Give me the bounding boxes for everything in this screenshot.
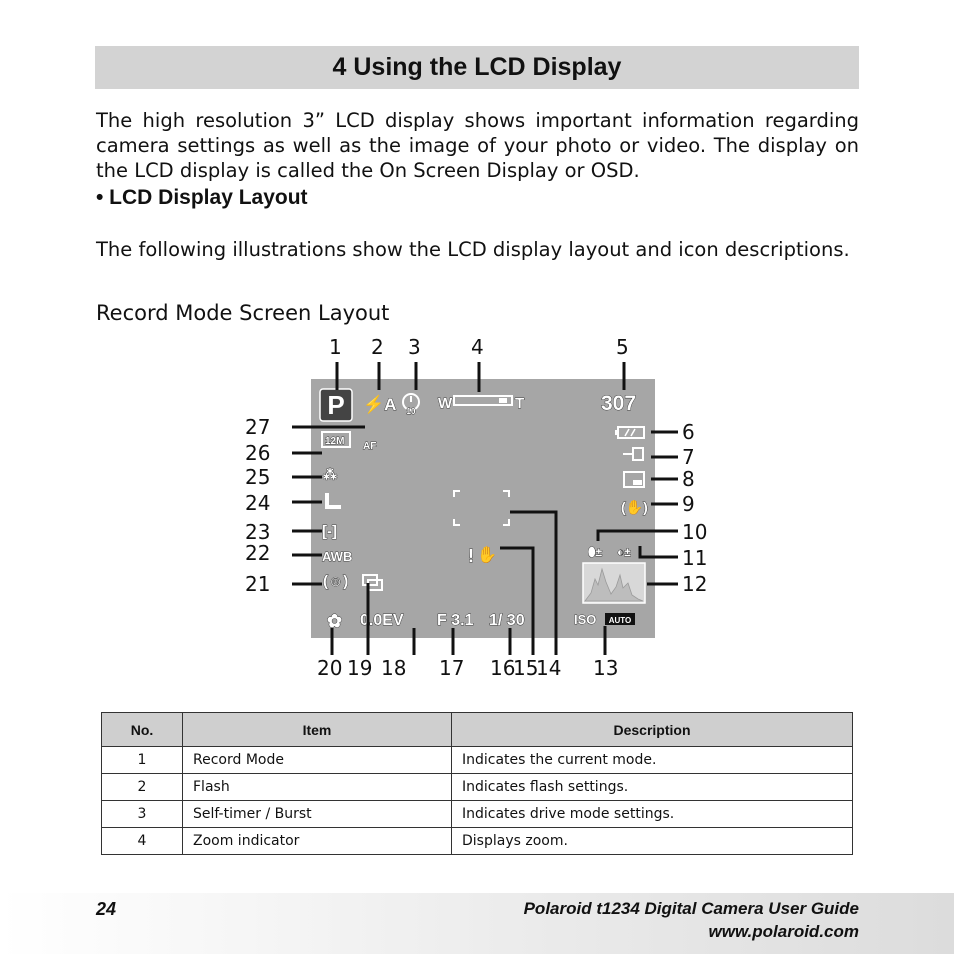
subheading: Record Mode Screen Layout — [96, 301, 390, 325]
row-item: Record Mode — [183, 747, 452, 774]
table-row — [102, 747, 853, 774]
intro-paragraph: The high resolution 3” LCD display shows important information regarding camera settings as well as the image of your photo or video. The display on the LCD display is called the On Screen Display or OSD. — [96, 109, 859, 182]
table-row — [102, 774, 853, 801]
callout-number: 11 — [682, 546, 708, 570]
callout-number: 22 — [245, 541, 271, 565]
description-table — [101, 712, 853, 855]
website-link[interactable]: www.polaroid.com — [708, 922, 859, 941]
callout-number: 8 — [682, 467, 695, 491]
svg-text:T: T — [515, 395, 525, 412]
row-description: Indicates drive mode settings. — [452, 801, 853, 828]
column-header: Description — [452, 713, 853, 747]
callout-number: 7 — [682, 445, 695, 469]
row-description: Indicates flash settings. — [452, 774, 853, 801]
callout-number: 10 — [682, 520, 708, 544]
column-header: No. — [102, 713, 183, 747]
ev-value: 0.0EV — [360, 612, 404, 629]
face-detect-icon: (☺) — [323, 573, 349, 590]
callout-number: 24 — [245, 491, 271, 515]
guide-title: Polaroid t1234 Digital Camera User Guide — [523, 899, 859, 918]
callout-number: 18 — [381, 656, 407, 680]
row-number: 3 — [102, 801, 183, 828]
iso-label: ISO — [574, 612, 597, 627]
callout-number: 15 — [513, 656, 539, 680]
row-number: 4 — [102, 828, 183, 855]
macro-icon: ✿ — [327, 611, 343, 631]
flash-icon: ⚡A — [363, 395, 397, 414]
row-item: Zoom indicator — [183, 828, 452, 855]
table-row — [102, 828, 853, 855]
svg-text:10: 10 — [406, 407, 416, 416]
af-icon: AF — [363, 441, 377, 452]
row-number: 1 — [102, 747, 183, 774]
callout-number: 27 — [245, 415, 271, 439]
callout-number: 25 — [245, 465, 271, 489]
row-description: Displays zoom. — [452, 828, 853, 855]
callout-number: 26 — [245, 441, 271, 465]
callout-number: 2 — [371, 335, 384, 359]
stabilizer-icon: (✋) — [621, 499, 648, 515]
contrast-icon: ◐± — [617, 545, 631, 559]
callout-number: 9 — [682, 492, 695, 516]
row-item: Flash — [183, 774, 452, 801]
svg-text:W: W — [438, 395, 453, 412]
column-header: Item — [183, 713, 452, 747]
section-paragraph: The following illustrations show the LCD display layout and icon descriptions. — [96, 238, 850, 261]
row-description: Indicates the current mode. — [452, 747, 853, 774]
callout-number: 13 — [593, 656, 619, 680]
quality-icon: ⁂ — [323, 466, 337, 482]
callout-number: 5 — [616, 335, 629, 359]
callout-number: 6 — [682, 420, 695, 444]
callout-number: 17 — [439, 656, 465, 680]
callout-number: 20 — [317, 656, 343, 680]
callout-number: 14 — [536, 656, 562, 680]
callout-number: 21 — [245, 572, 271, 596]
callout-number: 4 — [471, 335, 484, 359]
saturation-icon: ⬮± — [588, 545, 603, 559]
callout-number: 12 — [682, 572, 708, 596]
table-row — [102, 801, 853, 828]
callout-number: 16 — [490, 656, 516, 680]
aperture-value: F 3.1 — [437, 612, 474, 629]
callout-number: 19 — [347, 656, 373, 680]
guide-info — [524, 897, 859, 943]
callout-number: 1 — [329, 335, 342, 359]
page-number: 24 — [96, 899, 117, 919]
svg-text:✋: ✋ — [477, 547, 497, 564]
row-number: 2 — [102, 774, 183, 801]
white-balance-icon: AWB — [322, 549, 353, 564]
shutter-value: 1/ 30 — [489, 612, 525, 629]
callout-number: 3 — [408, 335, 421, 359]
iso-auto-label: AUTO — [608, 616, 632, 625]
table-header-row — [102, 713, 853, 747]
focus-area-icon: [‑] — [322, 523, 337, 540]
page-footer — [0, 893, 954, 954]
section-heading: • LCD Display Layout — [96, 186, 308, 209]
svg-text:!: ! — [468, 546, 474, 566]
shots-remaining: 307 — [601, 392, 637, 415]
record-mode-label: P — [327, 390, 345, 420]
row-item: Self-timer / Burst — [183, 801, 452, 828]
callout-number: 23 — [245, 520, 271, 544]
svg-text:12M: 12M — [325, 436, 345, 447]
page-title: 4 Using the LCD Display — [332, 53, 622, 81]
